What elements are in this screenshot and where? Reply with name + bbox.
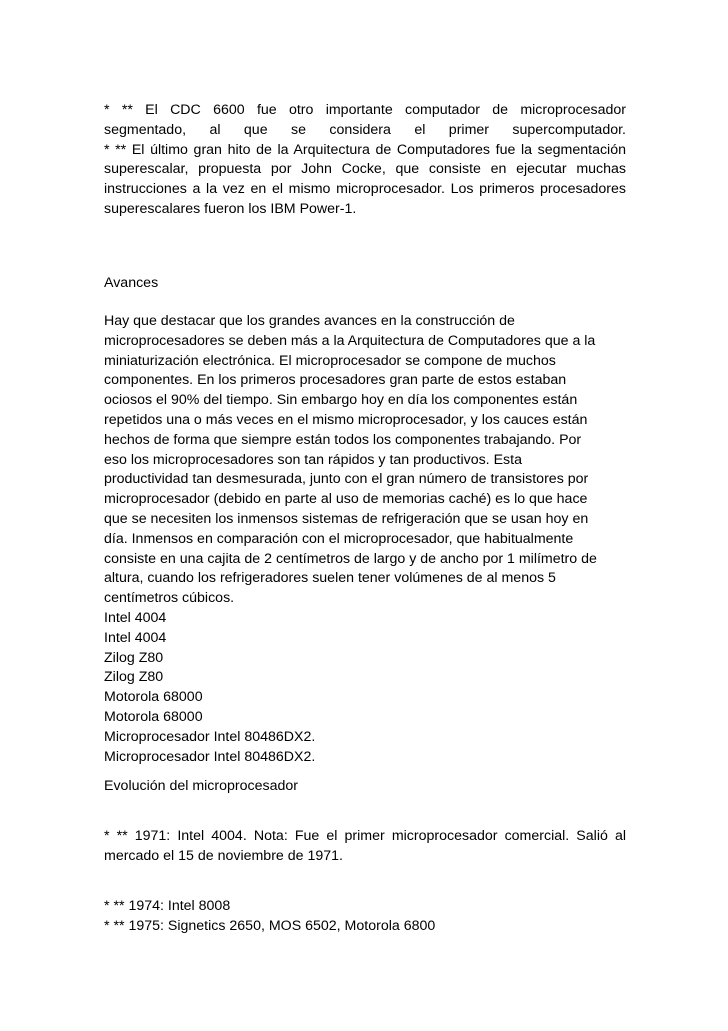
avances-line: ociosos el 90% del tiempo. Sin embargo hoy en día los componentes están bbox=[104, 392, 578, 409]
avances-line: eso los microprocesadores son tan rápidos y tan productivos. Esta bbox=[104, 451, 522, 468]
superscalar-paragraph: * ** El último gran hito de la Arquitectura de Computadores fue la segmentación superescalar, propuesta por John Cocke, que consiste en ejecutar muchas instrucciones a la vez en el mismo microprocesador. Los primeros procesadores superescalares fueron los IBM Power-1. bbox=[104, 141, 626, 217]
processor-caption: Motorola 68000 bbox=[104, 708, 203, 725]
avances-line: microprocesadores se deben más a la Arquitectura de Computadores que a la bbox=[104, 332, 596, 349]
entry-1971: * ** 1971: Intel 4004. Nota: Fue el primer microprocesador comercial. Salió al mercado el 15 de noviembre de 1971. bbox=[104, 828, 626, 864]
processor-caption: Intel 4004 bbox=[104, 629, 167, 646]
avances-line: repetidos una o más veces en el mismo microprocesador, y los cauces están bbox=[104, 411, 588, 428]
avances-line: consiste en una cajita de 2 centímetros de largo y de ancho por 1 milímetro de bbox=[104, 550, 597, 567]
cdc-6600-line-2: segmentado, al que se considera el primer supercomputador. bbox=[104, 121, 626, 138]
intro-section bbox=[104, 101, 626, 220]
processor-caption: Microprocesador Intel 80486DX2. bbox=[104, 748, 316, 765]
avances-line: microprocesador (debido en parte al uso de memorias caché) es lo que hace bbox=[104, 491, 588, 508]
cdc-6600-line-1: * ** El CDC 6600 fue otro importante computador de microprocesador bbox=[104, 102, 626, 118]
avances-heading: Avances bbox=[104, 275, 159, 291]
processor-caption: Zilog Z80 bbox=[104, 669, 164, 686]
entry-1975: * ** 1975: Signetics 2650, MOS 6502, Motorola 6800 bbox=[104, 917, 436, 934]
processor-caption: Zilog Z80 bbox=[104, 649, 164, 666]
entries-1974-1975 bbox=[104, 897, 626, 937]
processor-caption: Microprocesador Intel 80486DX2. bbox=[104, 728, 316, 745]
avances-line: componentes. En los primeros procesadores gran parte de estos estaban bbox=[104, 372, 567, 389]
avances-line: productividad tan desmesurada, junto con el gran número de transistores por bbox=[104, 471, 589, 488]
processor-caption: Motorola 68000 bbox=[104, 689, 203, 706]
evolucion-heading: Evolución del microprocesador bbox=[104, 778, 298, 794]
entry-1974: * ** 1974: Intel 8008 bbox=[104, 898, 231, 914]
avances-line: hechos de forma que siempre están todos los componentes trabajando. Por bbox=[104, 431, 582, 448]
avances-line: altura, cuando los refrigeradores suelen tener volúmenes de al menos 5 bbox=[104, 570, 556, 587]
processor-caption: Intel 4004 bbox=[104, 609, 167, 626]
avances-line: miniaturización electrónica. El microprocesador se compone de muchos bbox=[104, 352, 556, 369]
avances-line: centímetros cúbicos. bbox=[104, 590, 235, 607]
avances-line: día. Inmensos en comparación con el microprocesador, que habitualmente bbox=[104, 530, 574, 547]
avances-line: que se necesiten los inmensos sistemas de refrigeración que se usan hoy en bbox=[104, 510, 589, 527]
avances-line: Hay que destacar que los grandes avances en la construcción de bbox=[104, 313, 515, 329]
avances-paragraph bbox=[104, 312, 626, 767]
